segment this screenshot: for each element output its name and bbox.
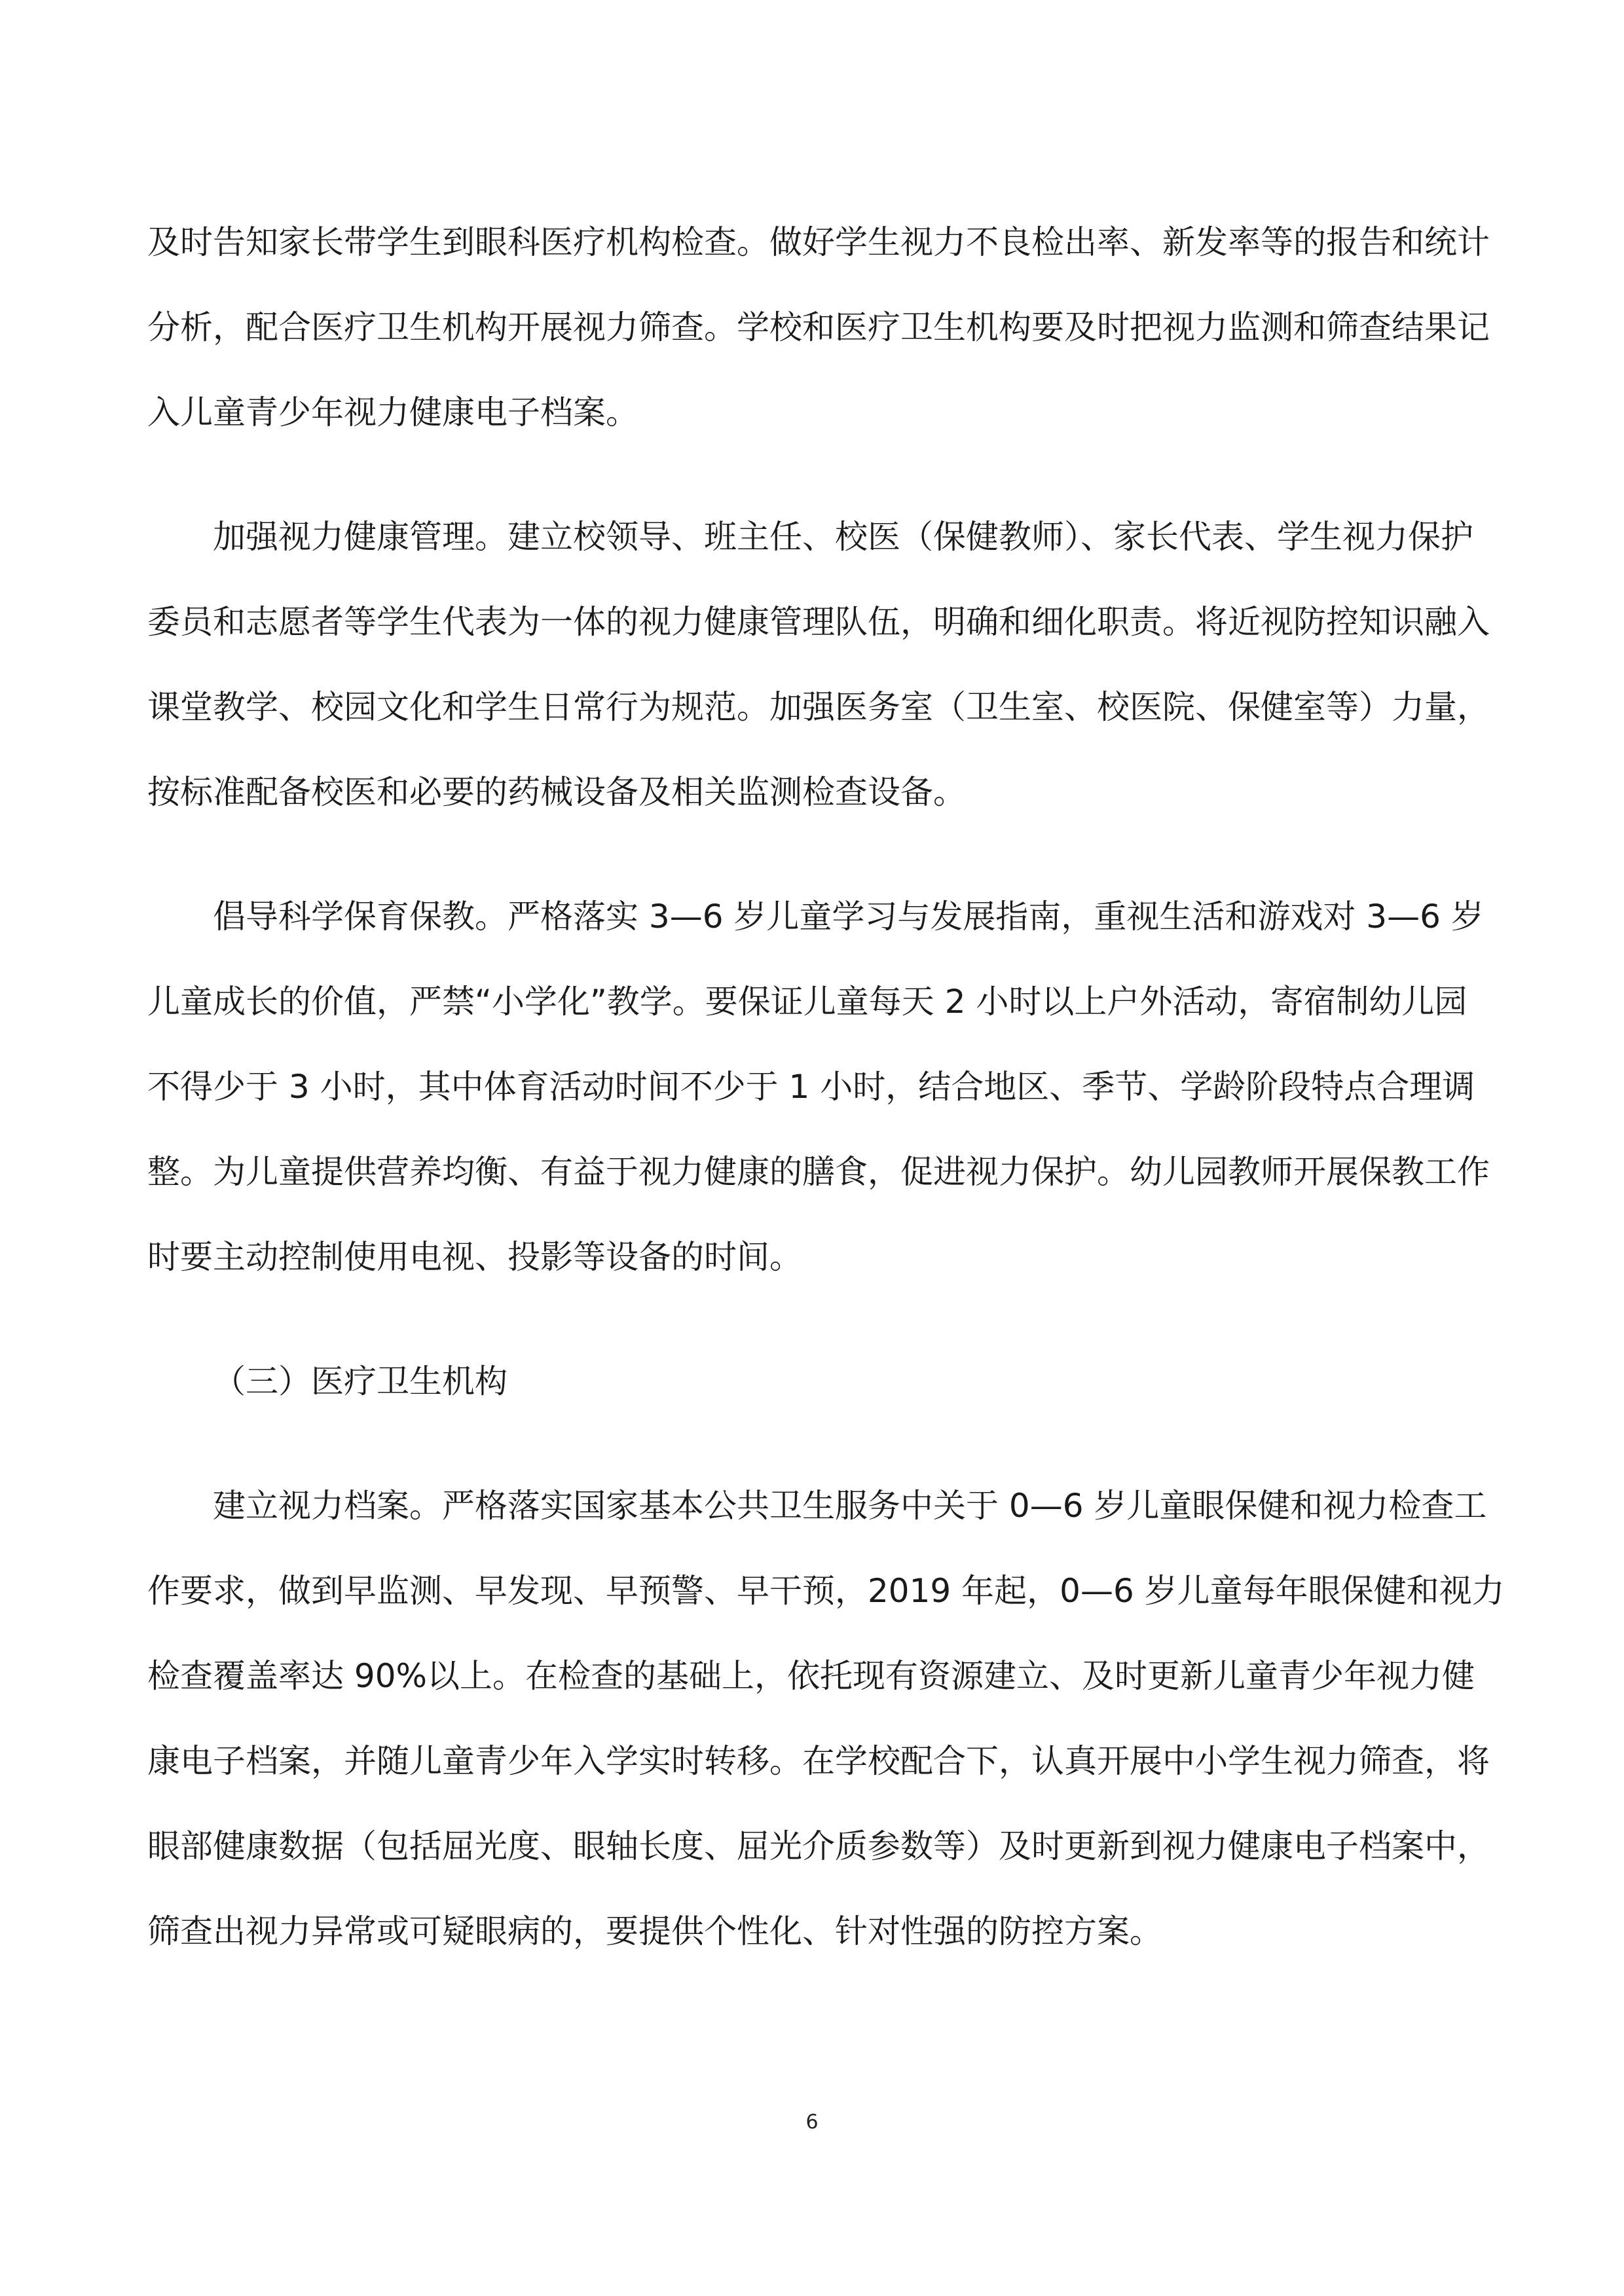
paragraph-line: 加强视力健康管理。建立校领导、班主任、校医（保健教师）、家长代表、学生视力保护 [213, 518, 1473, 556]
paragraph-line: 建立视力档案。严格落实国家基本公共卫生服务中关于 0—6 岁儿童眼保健和视力检查工 [213, 1487, 1487, 1525]
paragraph-line: 整。为儿童提供营养均衡、有益于视力健康的膳食，促进视力保护。幼儿园教师开展保教工作 [147, 1153, 1490, 1191]
paragraph-line: 眼部健康数据（包括屈光度、眼轴长度、屈光介质参数等）及时更新到视力健康电子档案中， [147, 1827, 1490, 1865]
paragraph-line: 不得少于 3 小时，其中体育活动时间不少于 1 小时，结合地区、季节、学龄阶段特点合理调 [147, 1068, 1475, 1106]
paragraph-line: 作要求，做到早监测、早发现、早预警、早干预，2019 年起，0—6 岁儿童每年眼保健和视力 [147, 1572, 1505, 1610]
paragraph-line: 入儿童青少年视力健康电子档案。 [147, 393, 638, 431]
paragraph-line: 倡导科学保育保教。严格落实 3—6 岁儿童学习与发展指南，重视生活和游戏对 3—6 岁 [213, 898, 1484, 936]
paragraph-line: 课堂教学、校园文化和学生日常行为规范。加强医务室（卫生室、校医院、保健室等）力量， [147, 688, 1490, 726]
paragraph-line: 及时告知家长带学生到眼科医疗机构检查。做好学生视力不良检出率、新发率等的报告和统计 [147, 223, 1490, 261]
paragraph-line: 时要主动控制使用电视、投影等设备的时间。 [147, 1238, 802, 1276]
paragraph-line: 检查覆盖率达 90%以上。在检查的基础上，依托现有资源建立、及时更新儿童青少年视力健 [147, 1657, 1475, 1695]
paragraph-line: 儿童成长的价值，严禁“小学化”教学。要保证儿童每天 2 小时以上户外活动，寄宿制幼儿园 [147, 983, 1467, 1021]
paragraph-line: 分析，配合医疗卫生机构开展视力筛查。学校和医疗卫生机构要及时把视力监测和筛查结果记 [147, 308, 1490, 346]
paragraph-line: 筛查出视力异常或可疑眼病的，要提供个性化、针对性强的防控方案。 [147, 1912, 1162, 1950]
paragraph-line: 按标准配备校医和必要的药械设备及相关监测检查设备。 [147, 773, 966, 811]
paragraph-line: 康电子档案，并随儿童青少年入学实时转移。在学校配合下，认真开展中小学生视力筛查，将 [147, 1742, 1490, 1780]
paragraph-line: 委员和志愿者等学生代表为一体的视力健康管理队伍，明确和细化职责。将近视防控知识融入 [147, 603, 1490, 641]
page-number: 6 [805, 2111, 819, 2134]
section-heading: （三）医疗卫生机构 [213, 1362, 507, 1400]
